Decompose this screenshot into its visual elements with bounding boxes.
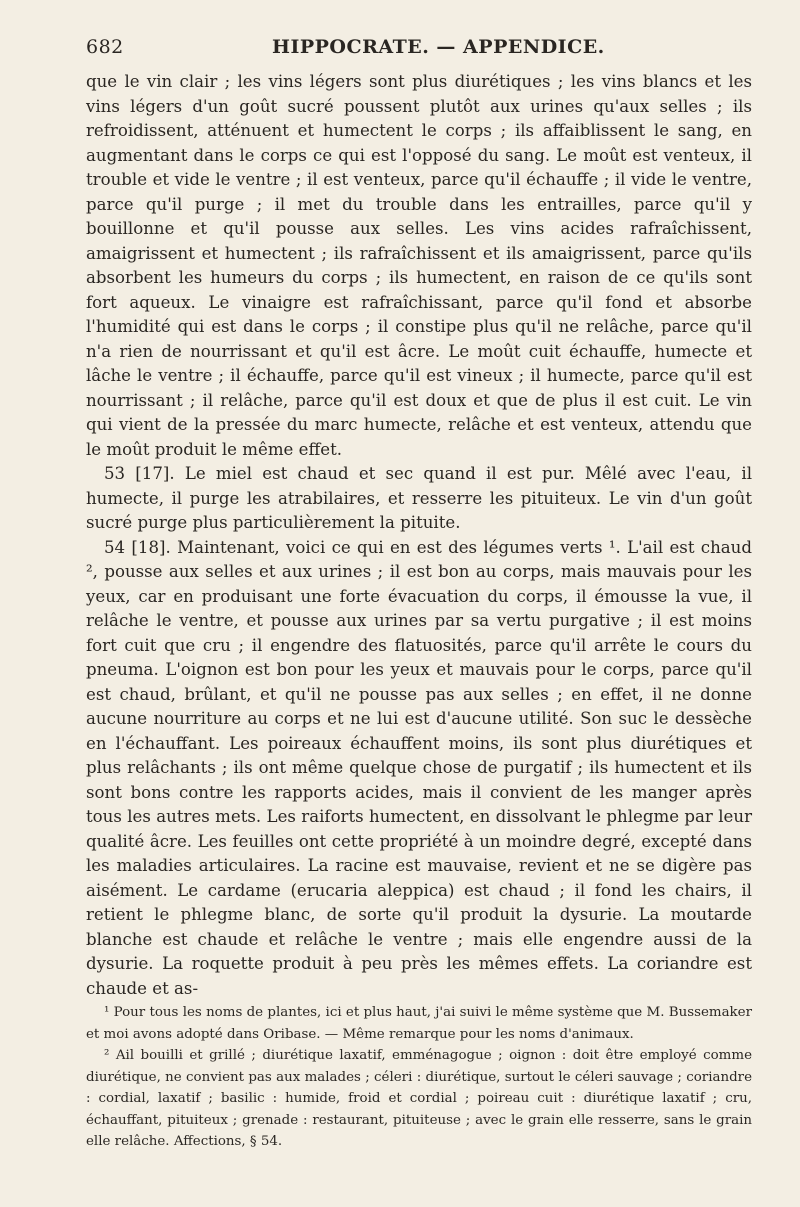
paragraph-53: 53 [17]. Le miel est chaud et sec quand il est pur. Mêlé avec l'eau, il humecte, il purge les atrabilaires, et resserre les pituiteux. Le vin d'un goût sucré purge plus particulièrement la pituite. bbox=[86, 464, 752, 532]
page-number: 682 bbox=[86, 36, 124, 58]
footnotes bbox=[86, 1002, 752, 1153]
footnote-1: ¹ Pour tous les noms de plantes, ici et plus haut, j'ai suivi le même système que M. Bussemaker et moi avons adopté dans Oribase. — Même remarque pour les noms d'animaux. bbox=[86, 1005, 752, 1042]
paragraph-54: 54 [18]. Maintenant, voici ce qui en est des légumes verts ¹. L'ail est chaud ², pousse aux selles et aux urines ; il est bon au corps, mais mauvais pour les yeux, car en produisant une forte évacuation du corps, il émousse la vue, il relâche le ventre, et pousse aux urines par sa vertu purgative ; il est moins fort cuit que cru ; il engendre des flatuosités, parce qu'il arrête le cours du pneuma. L'oignon est bon pour les yeux et mauvais pour le corps, parce qu'il est chaud, brûlant, et qu'il ne pousse pas aux selles ; en effet, il ne donne aucune nourriture au corps et ne lui est d'aucune utilité. Son suc le dessèche en l'échauffant. Les poireaux échauffent moins, ils sont plus diurétiques et plus relâchants ; ils ont même quelque chose de purgatif ; ils humectent et ils sont bons contre les rapports acides, mais il convient de les manger après tous les autres mets. Les raiforts humectent, en dissolvant le phlegme par leur qualité âcre. Les feuilles ont cette propriété à un moindre degré, excepté dans les maladies articulaires. La racine est mauvaise, revient et ne se digère pas aisément. Le cardame (erucaria aleppica) est chaud ; il fond les chairs, il retient le phlegme blanc, de sorte qu'il produit la dysurie. La moutarde blanche est chaude et relâche le ventre ; mais elle engendre aussi de la dysurie. La roquette produit à peu près les mêmes effets. La coriandre est chaude et as- bbox=[86, 537, 752, 998]
footnote-2: ² Ail bouilli et grillé ; diurétique laxatif, emménagogue ; oignon : doit être employé comme diurétique, ne convient pas aux malades ; céleri : diurétique, surtout le céleri sauvage ; coriandre : cordial, laxatif ; basilic : humide, froid et cordial ; poireau cuit : diurétique laxatif ; cru, échauffant, pituiteux ; grenade : restaurant, pituiteuse ; avec le grain elle resserre, sans le grain elle relâche. Affections, § 54. bbox=[86, 1048, 752, 1149]
running-title: HIPPOCRATE. — APPENDICE. bbox=[272, 36, 605, 58]
main-text bbox=[86, 70, 752, 1001]
paragraph-continued: que le vin clair ; les vins légers sont plus diurétiques ; les vins blancs et les vins légers d'un goût sucré poussent plutôt aux urines qu'aux selles ; ils refroidissent, atténuent et humectent le corps ; ils affaiblissent le sang, en augmentant dans le corps ce qui est l'opposé du sang. Le moût est venteux, il trouble et vide le ventre ; il est venteux, parce qu'il échauffe ; il vide le ventre, parce qu'il purge ; il met du trouble dans les entrailles, parce qu'il y bouillonne et qu'il pousse aux selles. Les vins acides rafraîchissent, amaigrissent et humectent ; ils rafraîchissent et ils amaigrissent, parce qu'ils absorbent les humeurs du corps ; ils humectent, en raison de ce qu'ils sont fort aqueux. Le vinaigre est rafraîchissant, parce qu'il fond et absorbe l'humidité qui est dans le corps ; il constipe plus qu'il ne relâche, parce qu'il n'a rien de nourrissant et qu'il est âcre. Le moût cuit échauffe, humecte et lâche le ventre ; il échauffe, parce qu'il est vineux ; il humecte, parce qu'il est nourrissant ; il relâche, parce qu'il est doux et que de plus il est cuit. Le vin qui vient de la pressée du marc humecte, relâche et est venteux, attendu que le moût produit le même effet. bbox=[86, 72, 752, 459]
running-head bbox=[86, 36, 752, 70]
